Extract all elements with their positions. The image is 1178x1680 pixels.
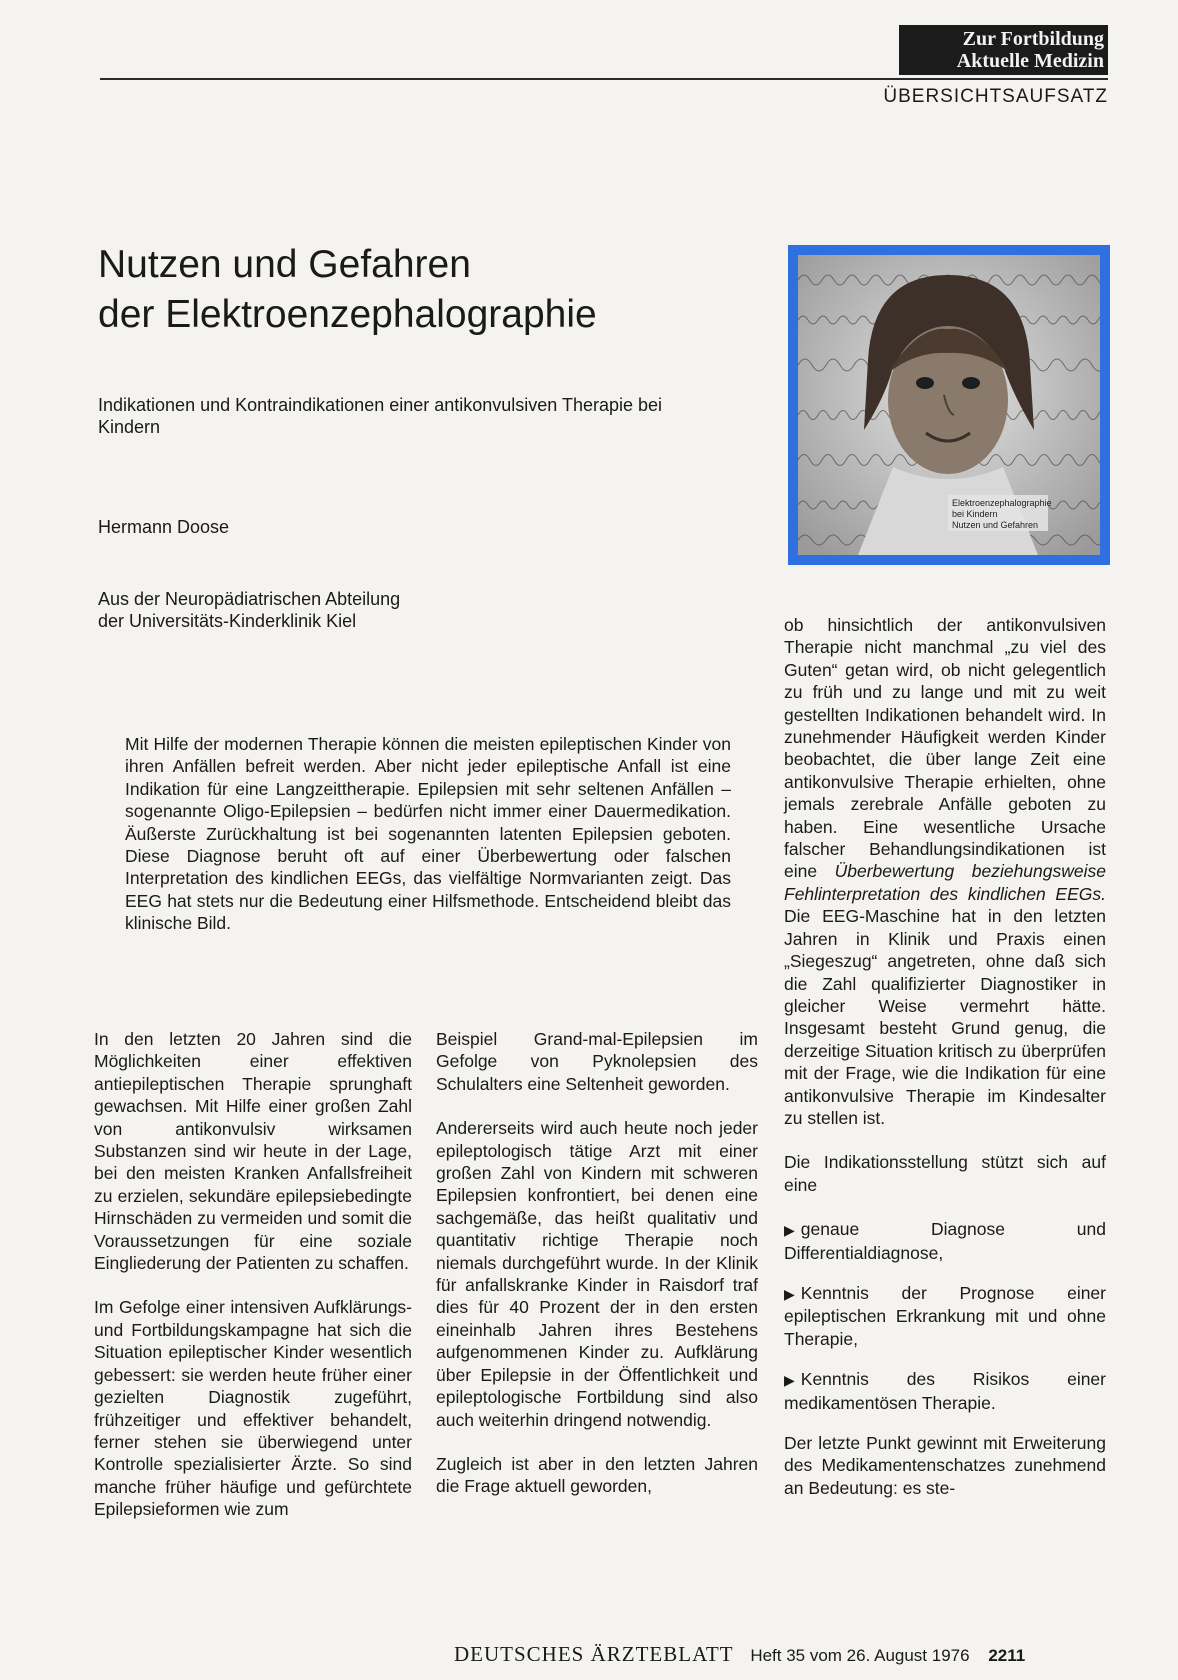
title-line-1: Nutzen und Gefahren <box>98 243 471 286</box>
bullet-item <box>784 1368 1106 1414</box>
header-rule <box>100 78 1108 80</box>
author-name: Hermann Doose <box>98 517 230 537</box>
paragraph: Im Gefolge einer intensiven Aufklärungs- und Fortbildungskampagne hat sich die Situation epileptischer Kinder wesentlich gebessert: sie werden heute früher einer gezielten Diagnostik zugeführt, frühzeitiger und effektiver behandelt, ferner stehen sie überwiegend unter Kontrolle spezialisierter Ärzte. So sind manche früher häufige und gefürchtete Epilepsieformen wie zum <box>94 1297 412 1520</box>
affiliation-line-1: Aus der Neuropädiatrischen Abteilung <box>98 589 401 609</box>
article-abstract: Mit Hilfe der modernen Therapie können die meisten epileptischen Kinder von ihren Anfällen befreit werden. Aber nicht jeder epileptische Anfall ist eine Indikation für eine Langzeittherapie. Epilepsien mit sehr seltenen Anfällen – sogenannte Oligo-Epilepsien – bedürfen nicht immer einer Dauermedikation. Äußerste Zurückhaltung ist bei sogenannten latenten Epilepsien geboten. Diese Diagnose beruht oft auf einer Überbewertung oder falschen Interpretation des kindlichen EEGs, das vielfältige Normvarianten zeigt. Das EEG hat stets nur die Bedeutung einer Hilfsmethode. Entscheidend bleibt das klinische Bild. <box>125 734 731 934</box>
bullet-text: Kenntnis der Prognose einer epileptischen Erkrankung mit und ohne Therapie, <box>784 1282 1106 1349</box>
triangle-right-icon: ▶ <box>784 1222 795 1239</box>
author-affiliation <box>98 588 498 632</box>
article-title <box>98 240 597 340</box>
cover-caption-line-1: Elektroenzephalographie <box>952 498 1052 508</box>
badge-line-1: Zur Fortbildung <box>962 28 1104 50</box>
body-column-1 <box>94 1028 412 1543</box>
paragraph: In den letzten 20 Jahren sind die Möglichkeiten einer effektiven antiepileptischen Therapie sprunghaft gewachsen. Mit Hilfe einer großen Zahl von antikonvulsiv wirksamen Substanzen sind wir heute in der Lage, bei den meisten Kranken Anfallsfreiheit zu erzielen, sekundäre epilepsiebedingte Hirnschäden zu vermeiden und somit die Voraussetzungen für eine soziale Eingliederung der Patienten zu schaffen. <box>94 1029 412 1274</box>
bullet-text: Kenntnis des Risikos einer medikamentösen Therapie. <box>784 1369 1106 1413</box>
paragraph <box>784 614 1106 1129</box>
cover-caption-line-3: Nutzen und Gefahren <box>952 520 1039 530</box>
body-column-3 <box>784 614 1106 1521</box>
paragraph-text: Die EEG-Maschine hat in den letzten Jahren in Klinik und Praxis einen „Siegeszug“ angetreten, ohne daß sich die Zahl qualifizierter Diagnostiker in gleicher Weise vermehrt hätte. Insgesamt besteht Grund genug, die derzeitige Situation kritisch zu überprüfen mit der Frage, wie die Indikation für eine antikonvulsive Therapie im Kindesalter zu stellen ist. <box>784 906 1106 1128</box>
paragraph: Andererseits wird auch heute noch jeder epileptologisch tätige Arzt mit einer großen Zahl von Kindern mit schweren Epilepsien konfrontiert, bei denen eine sachgemäße, das heißt qualitativ und quantitativ richtige Therapie noch niemals durchgeführt wurde. In der Klinik für anfallskranke Kinder in Raisdorf traf dies für 40 Prozent der in den ersten eineinhalb Jahren ihres Bestehens aufgenommenen Kinder zu. Aufklärung über Epilepsie in der Öffentlichkeit und epileptologische Fortbildung sind also auch weiterhin dringend notwendig. <box>436 1118 758 1430</box>
cover-image <box>788 245 1110 565</box>
cover-caption <box>948 495 1052 531</box>
paragraph: Der letzte Punkt gewinnt mit Erweiterung des Medikamentenschatzes zunehmend an Bedeutung: es ste- <box>784 1433 1106 1498</box>
bullet-item <box>784 1218 1106 1264</box>
badge-line-2: Aktuelle Medizin <box>956 50 1104 72</box>
issue-info: Heft 35 vom 26. August 1976 <box>750 1646 970 1665</box>
page-footer <box>454 1642 1025 1667</box>
cover-illustration <box>798 255 1100 555</box>
bullet-item <box>784 1282 1106 1350</box>
bullet-text: genaue Diagnose und Differentialdiagnose, <box>784 1219 1106 1263</box>
paragraph: Zugleich ist aber in den letzten Jahren die Frage aktuell geworden, <box>436 1453 758 1497</box>
journal-name: DEUTSCHES ÄRZTEBLATT <box>454 1642 734 1666</box>
title-line-2: der Elektroenzephalographie <box>98 293 597 336</box>
paragraph-text: ob hinsichtlich der antikonvulsiven Therapie nicht manchmal „zu viel des Guten“ getan wird, ob nicht gelegentlich zu früh und zu lange und mit zu weit gestellten Indikationen behandelt wird. In zunehmender Häufigkeit werden Kinder beobachtet, die über lange Zeit eine antikonvulsive Therapie erhielten, ohne jemals zerebrale Anfälle geboten zu haben. Eine wesentliche Ursache falscher Behandlungsindikationen ist eine <box>784 615 1106 882</box>
page-number: 2211 <box>988 1646 1026 1665</box>
section-label: ÜBERSICHTSAUFSATZ <box>883 86 1108 107</box>
triangle-right-icon: ▶ <box>784 1372 795 1389</box>
paragraph: Die Indikationsstellung stützt sich auf eine <box>784 1152 1106 1195</box>
body-column-2 <box>436 1028 758 1520</box>
affiliation-line-2: der Universitäts-Kinderklinik Kiel <box>98 611 357 631</box>
paragraph: Beispiel Grand-mal-Epilepsien im Gefolge von Pyknolepsien des Schulalters eine Seltenheit geworden. <box>436 1029 758 1094</box>
triangle-right-icon: ▶ <box>784 1285 795 1302</box>
cover-caption-line-2: bei Kindern <box>952 509 998 519</box>
article-subtitle: Indikationen und Kontraindikationen einer antikonvulsiven Therapie bei Kindern <box>98 395 663 437</box>
section-badge <box>899 25 1108 75</box>
emphasis-text: Überbewertung beziehungsweise Fehlinterpretation des kindlichen EEGs. <box>784 861 1106 904</box>
